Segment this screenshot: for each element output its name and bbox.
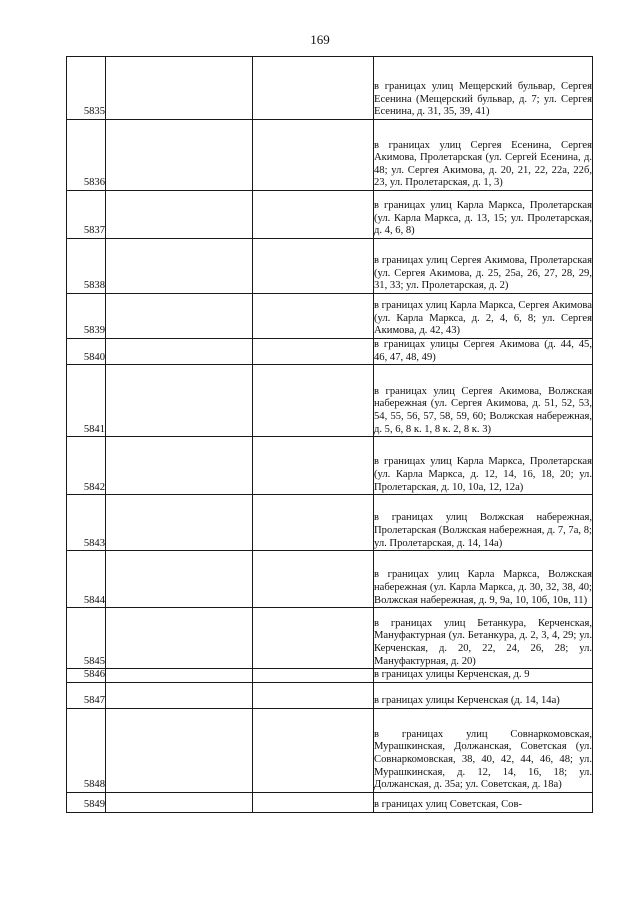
empty-cell bbox=[106, 191, 253, 239]
table-row bbox=[67, 495, 593, 551]
row-description: в границах улиц Карла Маркса, Пролетарская (ул. Карла Маркса, д. 13, 15; ул. Пролетарская, д. 4, 6, 8) bbox=[374, 191, 593, 239]
empty-cell bbox=[106, 365, 253, 437]
row-description: в границах улиц Волжская набережная, Пролетарская (Волжская набережная, д. 7, 7а, 8; ул. Пролетарская, д. 14, 14а) bbox=[374, 495, 593, 551]
row-number: 5835 bbox=[67, 57, 106, 120]
empty-cell bbox=[253, 294, 374, 339]
empty-cell bbox=[106, 792, 253, 812]
empty-cell bbox=[106, 551, 253, 608]
page-number: 169 bbox=[310, 32, 330, 47]
empty-cell bbox=[106, 120, 253, 191]
row-number: 5848 bbox=[67, 708, 106, 792]
row-description: в границах улиц Сергея Акимова, Волжская набережная (ул. Сергея Акимова, д. 51, 52, 53, 54, 55, 56, 57, 58, 59, 60; Волжская набережная, д. 5, 6, 8 к. 1, 8 к. 2, 8 к. 3) bbox=[374, 365, 593, 437]
row-number: 5840 bbox=[67, 339, 106, 365]
empty-cell bbox=[253, 339, 374, 365]
row-number: 5844 bbox=[67, 551, 106, 608]
empty-cell bbox=[253, 57, 374, 120]
row-description: в границах улиц Карла Маркса, Сергея Акимова (ул. Карла Маркса, д. 2, 4, 6, 8; ул. Сергея Акимова, д. 42, 43) bbox=[374, 294, 593, 339]
empty-cell bbox=[106, 339, 253, 365]
row-number: 5842 bbox=[67, 437, 106, 495]
row-description: в границах улицы Керченская, д. 9 bbox=[374, 669, 593, 683]
row-number: 5841 bbox=[67, 365, 106, 437]
table-row bbox=[67, 294, 593, 339]
empty-cell bbox=[106, 708, 253, 792]
row-number: 5836 bbox=[67, 120, 106, 191]
empty-cell bbox=[253, 669, 374, 683]
empty-cell bbox=[106, 239, 253, 294]
table-row bbox=[67, 365, 593, 437]
row-description: в границах улиц Бетанкура, Керченская, Мануфактурная (ул. Бетанкура, д. 2, 3, 4, 29; ул. Керченская, д. 20, 22, 24, 26, 28; ул. Мануфактурная, д. 20) bbox=[374, 608, 593, 669]
empty-cell bbox=[106, 294, 253, 339]
table-row bbox=[67, 239, 593, 294]
row-number: 5847 bbox=[67, 682, 106, 708]
empty-cell bbox=[106, 669, 253, 683]
row-number: 5849 bbox=[67, 792, 106, 812]
empty-cell bbox=[106, 495, 253, 551]
empty-cell bbox=[253, 191, 374, 239]
empty-cell bbox=[253, 495, 374, 551]
table-row bbox=[67, 669, 593, 683]
empty-cell bbox=[253, 708, 374, 792]
row-number: 5846 bbox=[67, 669, 106, 683]
row-number: 5837 bbox=[67, 191, 106, 239]
empty-cell bbox=[253, 551, 374, 608]
empty-cell bbox=[253, 239, 374, 294]
empty-cell bbox=[106, 437, 253, 495]
table-row bbox=[67, 551, 593, 608]
empty-cell bbox=[253, 682, 374, 708]
row-description: в границах улиц Сергея Акимова, Пролетарская (ул. Сергея Акимова, д. 25, 25а, 26, 27, 28, 29, 31, 33; ул. Пролетарская, д. 2) bbox=[374, 239, 593, 294]
empty-cell bbox=[106, 682, 253, 708]
row-number: 5838 bbox=[67, 239, 106, 294]
empty-cell bbox=[253, 120, 374, 191]
row-description: в границах улиц Карла Маркса, Волжская набережная (ул. Карла Маркса, д. 30, 32, 38, 40; Волжская набережная, д. 9, 9а, 10, 10б, 10в, 11) bbox=[374, 551, 593, 608]
row-description: в границах улицы Сергея Акимова (д. 44, 45, 46, 47, 48, 49) bbox=[374, 339, 593, 365]
row-description: в границах улиц Сергея Есенина, Сергея Акимова, Пролетарская (ул. Сергей Есенина, д. 48; ул. Сергея Акимова, д. 20, 21, 22, 22а, 22б, 23, ул. Пролетарская, д. 1, 3) bbox=[374, 120, 593, 191]
empty-cell bbox=[253, 792, 374, 812]
table-row bbox=[67, 57, 593, 120]
row-number: 5845 bbox=[67, 608, 106, 669]
empty-cell bbox=[253, 365, 374, 437]
row-number: 5843 bbox=[67, 495, 106, 551]
table-row bbox=[67, 608, 593, 669]
empty-cell bbox=[253, 608, 374, 669]
row-description: в границах улиц Карла Маркса, Пролетарская (ул. Карла Маркса, д. 12, 14, 16, 18, 20; ул. Пролетарская, д. 10, 10а, 12, 12а) bbox=[374, 437, 593, 495]
table-row bbox=[67, 339, 593, 365]
row-number: 5839 bbox=[67, 294, 106, 339]
table-row bbox=[67, 437, 593, 495]
row-description: в границах улиц Мещерский бульвар, Сергея Есенина (Мещерский бульвар, д. 7; ул. Сергея Есенина, д. 31, 35, 39, 41) bbox=[374, 57, 593, 120]
row-description: в границах улиц Советская, Сов- bbox=[374, 792, 593, 812]
row-description: в границах улицы Керченская (д. 14, 14а) bbox=[374, 682, 593, 708]
empty-cell bbox=[106, 57, 253, 120]
table-row bbox=[67, 792, 593, 812]
empty-cell bbox=[253, 437, 374, 495]
empty-cell bbox=[106, 608, 253, 669]
registry-table bbox=[66, 56, 593, 813]
table-row bbox=[67, 191, 593, 239]
table-row bbox=[67, 682, 593, 708]
table-row bbox=[67, 708, 593, 792]
row-description: в границах улиц Совнаркомовская, Мурашкинская, Должанская, Советская (ул. Совнаркомовская, 38, 40, 42, 44, 46, 48; ул. Мурашкинская, д. 12, 14, 16, 18; ул. Должанская, д. 35а; ул. Советская, д. 18а) bbox=[374, 708, 593, 792]
table-row bbox=[67, 120, 593, 191]
